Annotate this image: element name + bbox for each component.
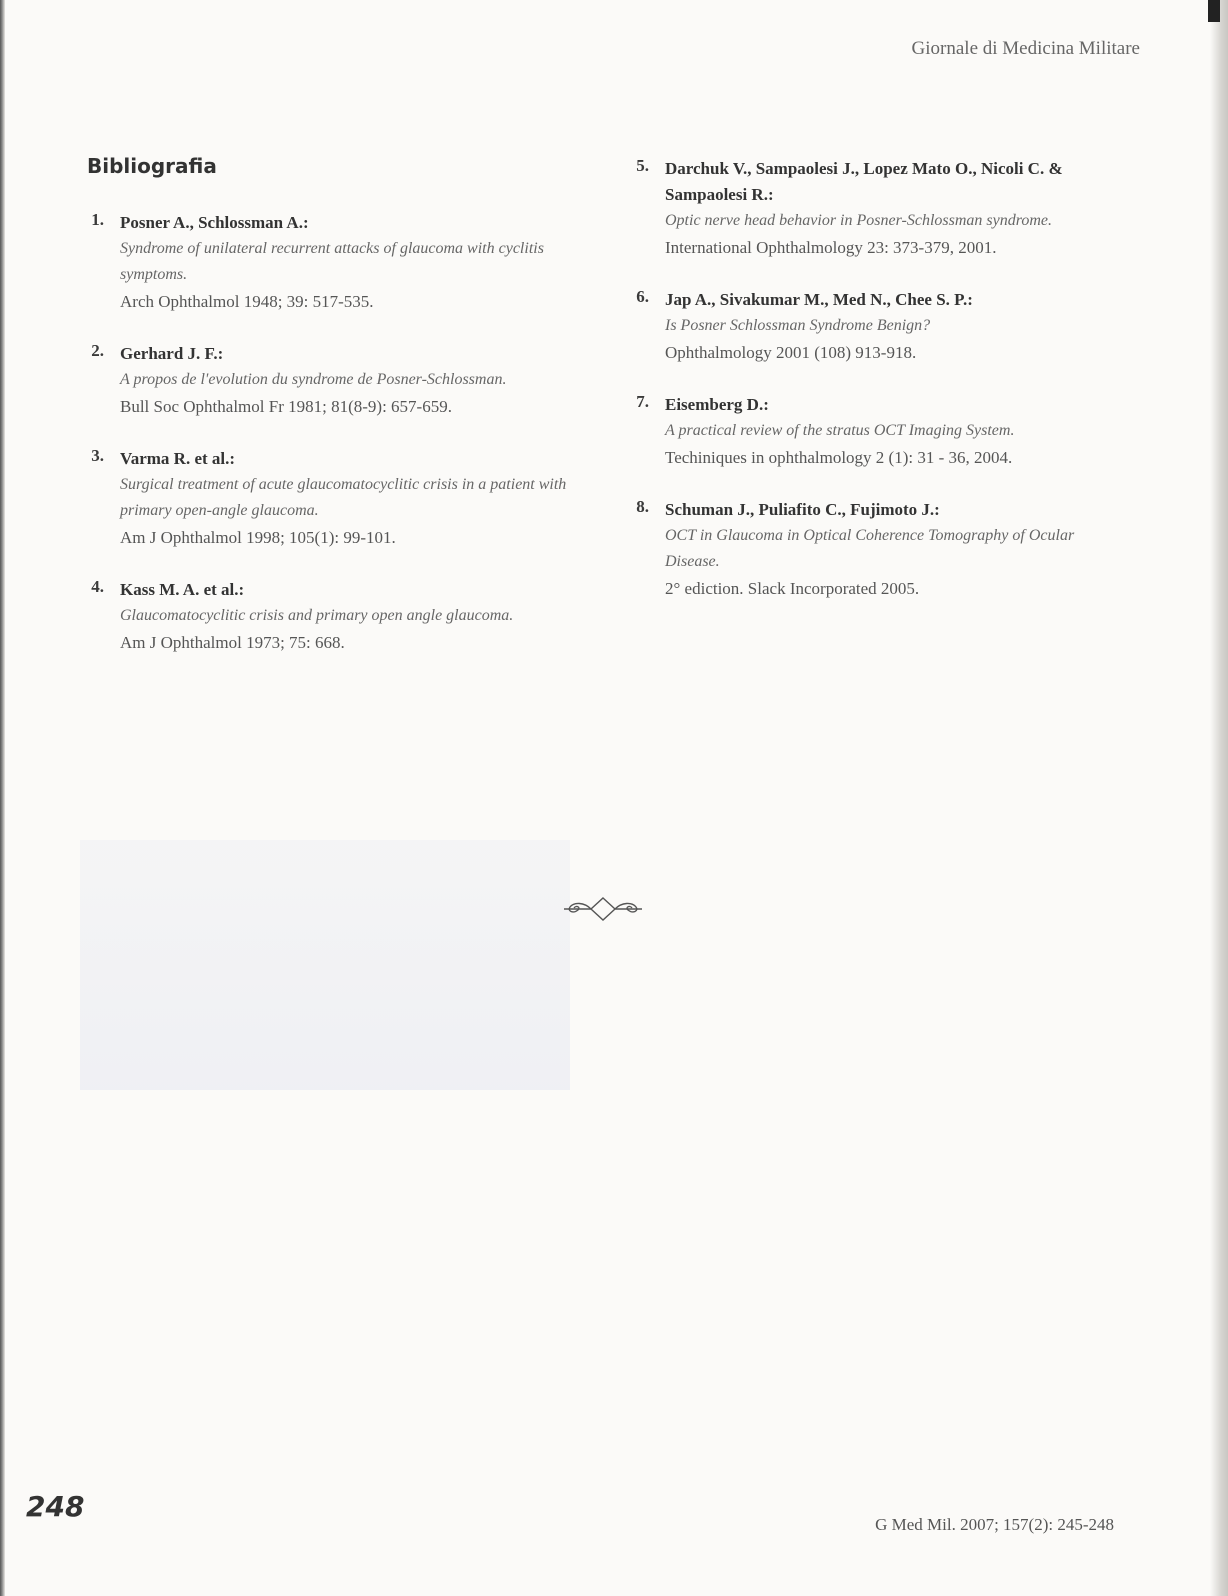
reference-number: 4. — [91, 577, 104, 596]
reference-source: Techiniques in ophthalmology 2 (1): 31 - 36, 2004. — [665, 448, 1013, 467]
running-head: Giornale di Medicina Militare — [911, 38, 1140, 59]
reference-item — [625, 497, 1125, 602]
reference-authors: Posner A., Schlossman A.: — [120, 213, 309, 232]
reference-authors: Varma R. et al.: — [120, 449, 236, 468]
reference-title: Surgical treatment of acute glaucomatocyclitic crisis in a patient with primary open-angle glaucoma. — [120, 476, 567, 519]
section-title: Bibliografia — [87, 154, 217, 178]
reference-item — [625, 287, 1125, 366]
reference-item — [80, 341, 580, 420]
reference-title: Syndrome of unilateral recurrent attacks of glaucoma with cyclitis symptoms. — [120, 240, 544, 283]
reference-item — [80, 210, 580, 315]
reference-title: Is Posner Schlossman Syndrome Benign? — [665, 317, 931, 334]
faded-show-through-area — [80, 840, 570, 1090]
reference-authors: Gerhard J. F.: — [120, 344, 224, 363]
reference-source: International Ophthalmology 23: 373-379, 2001. — [665, 238, 997, 257]
reference-title: Optic nerve head behavior in Posner-Schlossman syndrome. — [665, 212, 1053, 229]
reference-number: 3. — [91, 446, 104, 465]
reference-authors: Eisemberg D.: — [665, 395, 769, 414]
page-right-edge — [1210, 0, 1228, 1596]
reference-number: 8. — [636, 497, 649, 516]
reference-title: OCT in Glaucoma in Optical Coherence Tomography of Ocular Disease. — [665, 527, 1075, 570]
reference-authors: Kass M. A. et al.: — [120, 580, 245, 599]
reference-title: A propos de l'evolution du syndrome de Posner-Schlossman. — [120, 371, 507, 388]
reference-authors: Jap A., Sivakumar M., Med N., Chee S. P.: — [665, 290, 973, 309]
reference-authors: Darchuk V., Sampaolesi J., Lopez Mato O., Nicoli C. & Sampaolesi R.: — [665, 159, 1063, 204]
reference-source: Am J Ophthalmol 1998; 105(1): 99-101. — [120, 528, 396, 547]
decorative-scroll-ornament-icon — [560, 894, 646, 924]
reference-authors: Schuman J., Puliafito C., Fujimoto J.: — [665, 500, 940, 519]
reference-number: 2. — [91, 341, 104, 360]
references-left-column — [80, 210, 580, 682]
reference-source: Arch Ophthalmol 1948; 39: 517-535. — [120, 292, 374, 311]
reference-item — [625, 156, 1125, 261]
reference-item — [80, 446, 580, 551]
page-binding-edge — [0, 0, 5, 1596]
corner-mark — [1208, 0, 1220, 22]
reference-source: Am J Ophthalmol 1973; 75: 668. — [120, 633, 345, 652]
journal-citation: G Med Mil. 2007; 157(2): 245-248 — [875, 1515, 1114, 1534]
reference-number: 7. — [636, 392, 649, 411]
reference-title: A practical review of the stratus OCT Imaging System. — [665, 422, 1015, 439]
page-number: 248 — [26, 1490, 85, 1523]
references-right-column — [625, 156, 1125, 628]
reference-item — [80, 577, 580, 656]
reference-item — [625, 392, 1125, 471]
reference-source: Bull Soc Ophthalmol Fr 1981; 81(8-9): 657-659. — [120, 397, 452, 416]
reference-number: 5. — [636, 156, 649, 175]
reference-source: Ophthalmology 2001 (108) 913-918. — [665, 343, 917, 362]
reference-number: 1. — [91, 210, 104, 229]
reference-title: Glaucomatocyclitic crisis and primary open angle glaucoma. — [120, 607, 514, 624]
reference-number: 6. — [636, 287, 649, 306]
reference-source: 2° ediction. Slack Incorporated 2005. — [665, 579, 920, 598]
